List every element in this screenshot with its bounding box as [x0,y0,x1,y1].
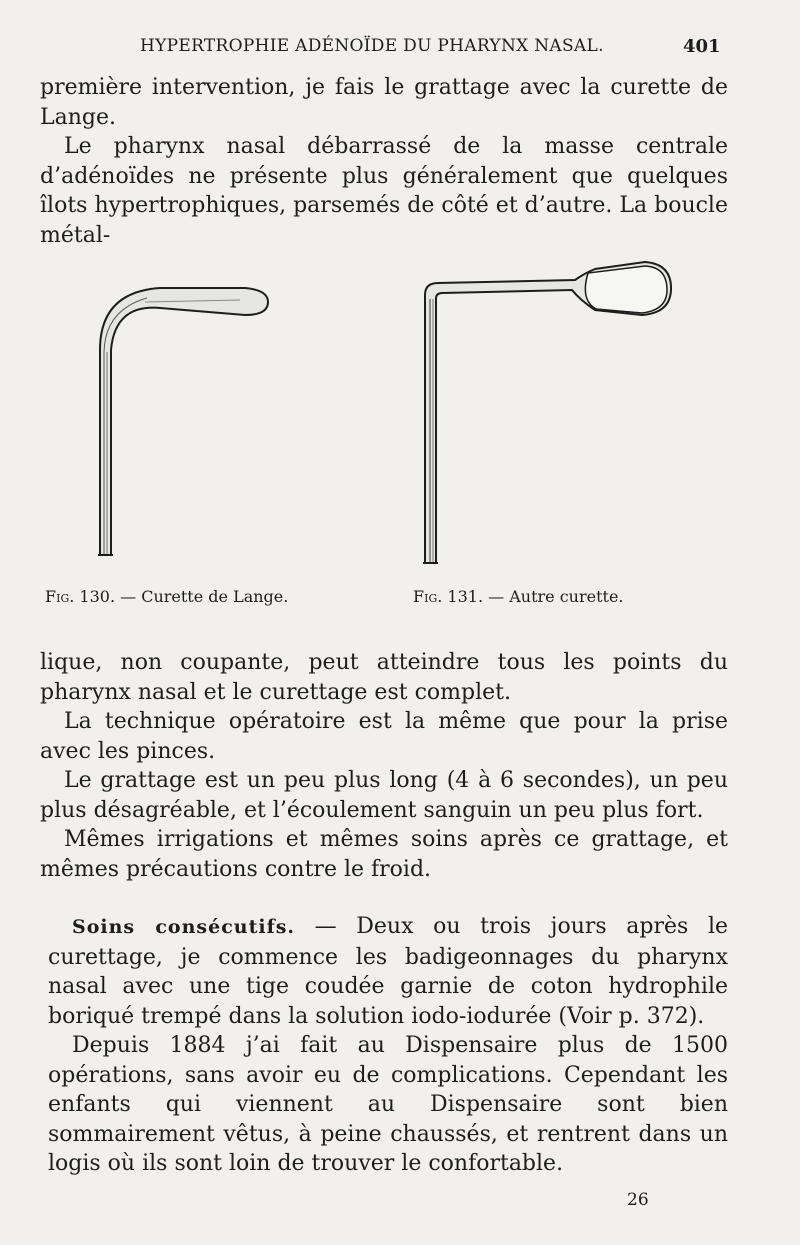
paragraph: Le pharynx nasal débarrassé de la masse centrale d’adénoïdes ne présente plus généralement que quelques îlots hypertrophiques, parsemés de côté et d’autre. La boucle métal- [40,134,728,248]
autre-curette-illustration [410,255,685,570]
signature-mark: 26 [627,1190,649,1210]
running-title: HYPERTROPHIE ADÉNOÏDE DU PHARYNX NASAL. [140,36,604,56]
figure-131-caption [413,587,624,606]
figure-label: Fig. 131. [413,587,484,606]
paragraph [48,912,728,1031]
curette-de-lange-illustration [85,270,285,565]
text-block-bottom [48,912,728,1179]
paragraph: Le grattage est un peu plus long (4 à 6 secondes), un peu plus désagréable, et l’écoulement sanguin un peu plus fort. [40,768,728,823]
figure-label: Fig. 130. [45,587,116,606]
section-heading: Soins consécutifs. [72,916,296,938]
figure-caption-text: — Curette de Lange. [115,587,289,606]
paragraph: Mêmes irrigations et mêmes soins après ce grattage, et mêmes précautions contre le froid. [40,827,728,882]
paragraph: Depuis 1884 j’ai fait au Dispensaire plus de 1500 opérations, sans avoir eu de complications. Cependant les enfants qui viennent au Dispensaire sont bien sommairement vêtus, à peine chaussés, et rentrent dans un logis où ils sont loin de trouver le confortable. [48,1033,728,1176]
figure-caption-text: — Autre curette. [483,587,624,606]
paragraph: lique, non coupante, peut atteindre tous les points du pharynx nasal et le curettage est complet. [40,650,728,705]
page-number: 401 [683,36,721,57]
text-block-top [40,73,728,250]
paragraph: première intervention, je fais le grattage avec la curette de Lange. [40,75,728,130]
paragraph-text: — Deux ou trois jours après le curettage, je commence les badigeonnages du pharynx nasal avec une tige coudée garnie de coton hydrophile boriqué trempé dans la solution iodo-iodurée (Voir p. 372). [48,914,728,1029]
text-block-middle [40,648,728,884]
figure-130-caption [45,587,288,606]
paragraph: La technique opératoire est la même que pour la prise avec les pinces. [40,709,728,764]
